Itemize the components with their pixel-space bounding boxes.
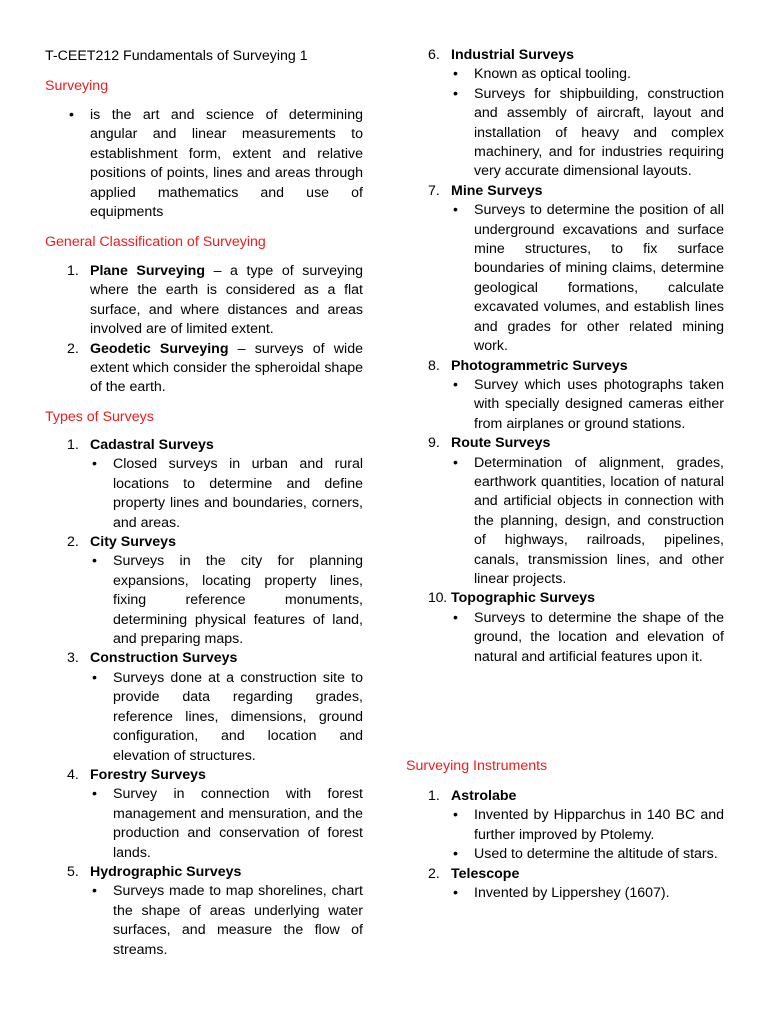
survey-type-item <box>406 46 724 182</box>
item-title: Astrolabe <box>451 788 517 804</box>
classification-item <box>45 340 363 398</box>
item-number: 9. <box>428 435 440 452</box>
classification-list <box>45 262 363 398</box>
heading-surveying: Surveying <box>45 78 109 94</box>
item-title: Geodetic Surveying <box>90 340 229 357</box>
surveying-definition-list <box>67 106 363 222</box>
bullet-text: • Surveys to determine the shape of the ground, the location and elevation of natural and artificial features upon it. <box>451 609 724 667</box>
item-number: 8. <box>428 357 440 374</box>
survey-type-item <box>406 182 724 357</box>
item-title: City Surveys <box>90 534 176 551</box>
heading-general-classification: General Classification of Surveying <box>45 234 266 250</box>
bullet-text: • Surveys to determine the position of all underground excavations and surface mine structures, to fix surface boundaries of mining claims, determine geological formations, calculate excavated volumes, and establish lines and grades for other related mining work. <box>451 201 724 356</box>
bullet-text: • Known as optical tooling. <box>451 65 724 84</box>
bullet-text: • Surveys for shipbuilding, construction and assembly of aircraft, layout and installation of heavy and complex machinery, and for industries requiring very accurate dimensional layouts. <box>451 85 724 182</box>
classification-item <box>45 262 363 340</box>
types-list-right <box>406 46 724 667</box>
survey-type-item <box>406 434 724 589</box>
heading-types-of-surveys: Types of Surveys <box>45 409 154 425</box>
bullet-text: • Survey which uses photographs taken with specially designed cameras either from airplanes or ground stations. <box>451 376 724 434</box>
instruments-list <box>406 787 724 903</box>
survey-type-item <box>45 649 363 765</box>
survey-type-item <box>406 589 724 667</box>
instrument-item <box>406 787 724 865</box>
item-number: 2. <box>67 340 79 357</box>
item-title: Industrial Surveys <box>451 47 575 63</box>
bullet-text: • Invented by Lippershey (1607). <box>451 884 724 903</box>
survey-type-item <box>45 766 363 863</box>
heading-surveying-instruments: Surveying Instruments <box>406 758 548 774</box>
bullet-text: • Surveys in the city for planning expansions, locating property lines, fixing reference monuments, determining physical features of land, and preparing maps. <box>90 552 363 649</box>
bullet-text: • Invented by Hipparchus in 140 BC and further improved by Ptolemy. <box>451 806 724 845</box>
bullet-text: • Determination of alignment, grades, earthwork quantities, location of natural and artificial objects in connection with the planning, design, and construction of highways, railroads, pipelines, canals, transmission lines, and other linear projects. <box>451 454 724 590</box>
item-title: Photogrammetric Surveys <box>451 357 628 374</box>
item-title: Forestry Surveys <box>90 766 206 783</box>
surveying-definition: • is the art and science of determining angular and linear measurements to establishment form, extent and relative positions of points, lines and areas through applied mathematics and use of equipments <box>67 106 363 222</box>
item-number: 10. <box>428 590 447 607</box>
bullet-text: • Surveys done at a construction site to provide data regarding grades, reference lines, dimensions, ground configuration, and location and elevation of structures. <box>90 669 363 766</box>
item-title: Topographic Surveys <box>451 590 596 607</box>
item-number: 3. <box>67 650 79 667</box>
survey-type-item <box>406 357 724 435</box>
item-number: 6. <box>428 47 440 63</box>
document-title: T-CEET212 Fundamentals of Surveying 1 <box>45 48 308 64</box>
item-number: 1. <box>67 437 79 453</box>
item-title: Route Surveys <box>451 435 551 452</box>
bullet-text: • Survey in connection with forest management and mensuration, and the production and conservation of forest lands. <box>90 785 363 863</box>
item-title: Construction Surveys <box>90 650 238 667</box>
bullet-text: • Closed surveys in urban and rural locations to determine and define property lines and boundaries, corners, and areas. <box>90 455 363 533</box>
item-number: 1. <box>67 263 79 279</box>
item-number: 7. <box>428 182 440 199</box>
item-title: Cadastral Surveys <box>90 437 214 453</box>
instrument-item <box>406 865 724 904</box>
bullet-text: • Surveys made to map shorelines, chart the shape of areas underlying water surfaces, and measure the flow of streams. <box>90 882 363 960</box>
item-description: – surveys of wide extent which consider the spheroidal shape of the earth. <box>90 340 363 396</box>
bullet-text: • Used to determine the altitude of stars. <box>451 845 724 864</box>
item-title: Mine Surveys <box>451 182 543 199</box>
item-title: Telescope <box>451 865 520 882</box>
survey-type-item <box>45 863 363 960</box>
item-number: 1. <box>428 788 440 804</box>
item-number: 4. <box>67 766 79 783</box>
item-number: 2. <box>428 865 440 882</box>
survey-type-item <box>45 533 363 649</box>
item-description: – a type of surveying where the earth is considered as a flat surface, and where distances and areas involved are of limited extent. <box>90 263 363 338</box>
item-title: Plane Surveying <box>90 263 206 279</box>
item-number: 5. <box>67 863 79 880</box>
types-list-left <box>45 436 363 960</box>
item-number: 2. <box>67 534 79 551</box>
survey-type-item <box>45 436 363 533</box>
item-title: Hydrographic Surveys <box>90 863 242 880</box>
